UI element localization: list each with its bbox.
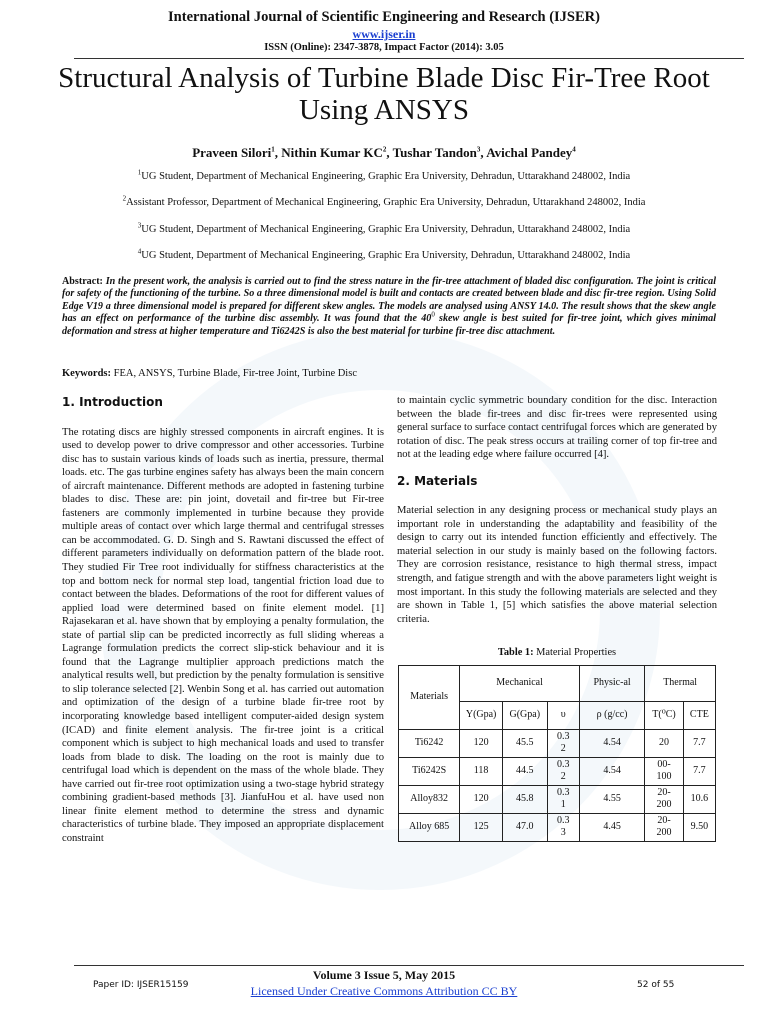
- table-row: [399, 813, 716, 841]
- cell-t: 20: [645, 729, 683, 757]
- affiliation: [0, 221, 768, 235]
- cell-nu: [547, 757, 579, 785]
- cell-g: 44.5: [502, 757, 547, 785]
- author-name: Praveen Silori: [192, 145, 272, 160]
- keywords-text: FEA, ANSYS, Turbine Blade, Fir-tree Joint, Turbine Disc: [111, 368, 357, 379]
- affiliation-sup: 3: [137, 221, 142, 230]
- table-caption-text: Material Properties: [533, 647, 617, 659]
- column-header: T(⁰C): [645, 701, 683, 729]
- left-column: [62, 394, 384, 846]
- keywords-label: Keywords:: [62, 368, 111, 379]
- keywords: [62, 368, 357, 379]
- abstract-sup: 0: [431, 310, 435, 319]
- column-header: G(Gpa): [502, 701, 547, 729]
- header-mechanical: Mechanical: [460, 665, 580, 701]
- cell-nu-line: 0.3: [556, 731, 570, 743]
- author-sup: 3: [476, 145, 481, 154]
- column-header: CTE: [683, 701, 715, 729]
- author-sup: 1: [271, 145, 275, 154]
- affiliation-sup: 4: [137, 247, 142, 256]
- column-header: ρ (g/cc): [579, 701, 644, 729]
- cell-t-line: 00-: [657, 759, 671, 771]
- cell-nu: [547, 729, 579, 757]
- cell-g: 47.0: [502, 813, 547, 841]
- cell-t: [645, 757, 683, 785]
- cell-t-line: 20-: [657, 787, 671, 799]
- cell-y: 118: [460, 757, 503, 785]
- table-caption-label: Table 1:: [497, 647, 534, 659]
- journal-url-link[interactable]: www.ijser.in: [352, 27, 416, 41]
- abstract-text: In the present work, the analysis is carried out to find the stress nature in the fir-tree attachment of bladed disc configuration. The joint is critical for safety of the functioning of the turbine. So a three dimensional model is built and contacts are created between blade and disc fir-tree region. Using Solid Edge V19 a three dimensional model is prepared for different skew angles. The models are analysed using ANSY 14.0. The result shows that the skew angle has an effect on performance of the turbine disc assembly. It was found that the 40: [62, 276, 716, 325]
- cell-nu-line: 3: [560, 827, 566, 839]
- cell-nu: [547, 785, 579, 813]
- abstract-label: Abstract:: [62, 276, 103, 287]
- license-link[interactable]: Licensed Under Creative Commons Attribution CC BY: [250, 984, 518, 998]
- affiliation: [0, 194, 768, 208]
- cell-t-line: 20-: [657, 815, 671, 827]
- paper-title: Structural Analysis of Turbine Blade Disc Fir-Tree Root Using ANSYS: [58, 62, 710, 126]
- cell-cte: 10.6: [683, 785, 715, 813]
- volume-info: Volume 3 Issue 5, May 2015: [312, 968, 456, 982]
- cell-rho: 4.54: [579, 757, 644, 785]
- journal-name: International Journal of Scientific Engineering and Research (IJSER): [168, 9, 600, 25]
- table-row: [399, 729, 716, 757]
- header-physical: Physic-al: [579, 665, 644, 701]
- affiliation-text: UG Student, Department of Mechanical Engineering, Graphic Era University, Dehradun, Uttarakhand 248002, India: [141, 171, 631, 182]
- author-name: Nithin Kumar KC: [281, 145, 383, 160]
- header-thermal: Thermal: [645, 665, 716, 701]
- cell-nu-line: 0.3: [556, 815, 570, 827]
- cell-t: [645, 813, 683, 841]
- cell-t: [645, 785, 683, 813]
- affiliation-text: UG Student, Department of Mechanical Engineering, Graphic Era University, Dehradun, Uttarakhand 248002, India: [141, 250, 631, 261]
- cell-g: 45.8: [502, 785, 547, 813]
- cell-cte: 7.7: [683, 757, 715, 785]
- affiliation-text: Assistant Professor, Department of Mechanical Engineering, Graphic Era University, Dehradun, Uttarakhand 248002, India: [126, 197, 646, 208]
- cell-nu-line: 0.3: [556, 787, 570, 799]
- cell-y: 125: [460, 813, 503, 841]
- author-sup: 4: [572, 145, 576, 154]
- cell-material: Alloy832: [399, 785, 460, 813]
- footer-divider: [74, 965, 744, 966]
- affiliation: [0, 168, 768, 182]
- affiliation-text: UG Student, Department of Mechanical Engineering, Graphic Era University, Dehradun, Uttarakhand 248002, India: [141, 224, 631, 235]
- cell-y: 120: [460, 785, 503, 813]
- author-name: Avichal Pandey: [486, 145, 573, 160]
- affiliation-sup: 2: [122, 194, 127, 203]
- cell-rho: 4.45: [579, 813, 644, 841]
- cell-rho: 4.54: [579, 729, 644, 757]
- cell-nu-line: 1: [560, 799, 566, 811]
- paper-id: Paper ID: IJSER15159: [93, 980, 189, 990]
- cell-cte: 7.7: [683, 729, 715, 757]
- table-caption: [397, 646, 717, 660]
- column-header: υ: [547, 701, 579, 729]
- cell-material: Ti6242S: [399, 757, 460, 785]
- affiliation-sup: 1: [137, 168, 142, 177]
- right-column: [397, 394, 717, 842]
- section-heading-materials: 2. Materials: [397, 473, 478, 488]
- column-header: Y(Gpa): [460, 701, 503, 729]
- author-sup: 2: [382, 145, 387, 154]
- table-row: [399, 785, 716, 813]
- cell-t-line: 200: [656, 827, 672, 839]
- section-heading-introduction: 1. Introduction: [62, 395, 163, 409]
- introduction-paragraph: The rotating discs are highly stressed components in aircraft engines. It is used to develop power to drive compressor and other accessories. Turbine disc has to sustain various kinds of loads such as inertia, pressure, thermal loads. etc. The gas turbine engines safety has always been the main concern of aircraft maintenance. Different methods are adopted in fastening turbine blades to disc. These are: pin joint, dovetail and fir-tree but Fir-tree fasteners are commonly implemented in turbine because they provide multiple areas of contact over which large thermal and centrifugal stresses can be accommodated. G. D. Singh and S. Rawtani discussed the effect of different parameters individually on deformation pattern of the blade root. They studied Fir Tree root individually for stiffness characteristics at the top and bottom neck for normal step load, tangential friction load due to contact between the blades. Deformations of the root for different values of applied load were determined based on finite element model. [1] Rajasekaran et al. have shown that by employing a penalty formulation, the state of partial slip can be predicted incorrectly as full sliding whereas a Lagrange formulation predicts the correct slip-stick behaviour and it is found that the Lagrange multiplier approach predictions match the analytical results well, but prediction by the penalty formulation is sensitive to slip tolerance selected [2]. Wenbin Song et al. has carried out automation and optimization of the design of a turbine blade fir-tree root by incorporating knowledge based intelligent computer-aided design system (ICAD) and finite element analysis. The fir-tree joint is a critical component which is subject to high mechanical loads and used to transfer loads from blade to disk. The loading on the root is mainly due to centrifugal load which is dependent on the mass of the whole blade. They have carried out fir-tree root optimization using a two-stage hybrid strategy combining gradient-based methods [3]. JianfuHou et al. have used non linear finite element method to determine the stress and dynamic characteristics of turbine blade. They imposed an appropriate displacement constraint: [62, 426, 384, 844]
- page-number: 52 of 55: [637, 980, 675, 990]
- cell-nu-line: 2: [560, 743, 566, 755]
- cell-g: 45.5: [502, 729, 547, 757]
- affiliation: [0, 247, 768, 261]
- header-materials: Materials: [399, 665, 460, 729]
- issn-line: ISSN (Online): 2347-3878, Impact Factor (2014): 3.05: [264, 42, 504, 53]
- material-properties-table: [398, 665, 716, 842]
- cell-y: 120: [460, 729, 503, 757]
- cell-nu-line: 0.3: [556, 759, 570, 771]
- header-divider: [74, 58, 744, 59]
- abstract: [62, 276, 716, 338]
- cell-cte: 9.50: [683, 813, 715, 841]
- introduction-continued: to maintain cyclic symmetric boundary condition for the disc. Interaction between the blade fir-trees and disc fir-trees were represented using general surface to surface contact centrifugal forces which are generated by rotation of disc. The peak stress occurs at trailing corner of top fir-tree and not at the leading edge where failure occurred [4].: [397, 395, 717, 461]
- table-row: [399, 757, 716, 785]
- author-name: Tushar Tandon: [392, 145, 477, 160]
- cell-nu: [547, 813, 579, 841]
- cell-nu-line: 2: [560, 771, 566, 783]
- author-list: Praveen Silori$^1$, Nithin Kumar $KC^2$, Tushar Tandon$^3$, Avichal Pandey$^4$: [192, 145, 576, 160]
- cell-t-line: 200: [656, 799, 672, 811]
- cell-material: Ti6242: [399, 729, 460, 757]
- materials-paragraph: Material selection in any designing process or mechanical study plays an important role in understanding the adaptability and feasibility of the design to carry out its intended function efficiently and effectively. The material selection in our study is mainly based on the following factors. They are corrosion resistance, resistance to high thermal stress, impact strength, and fatigue strength and with the above parameters light weight is most important. In this study the following materials are selected and they are shown in Table 1, [5] which satisfies the above material selection criteria.: [397, 505, 717, 625]
- cell-rho: 4.55: [579, 785, 644, 813]
- cell-t-line: 100: [656, 771, 672, 783]
- cell-material: Alloy 685: [399, 813, 460, 841]
- abstract-text-end: skew angle is best suited for fir-tree joint, which gives minimal deformation and stress at higher temperature and Ti6242S is also the best material for turbine fir-tree disc attachment.: [62, 313, 716, 337]
